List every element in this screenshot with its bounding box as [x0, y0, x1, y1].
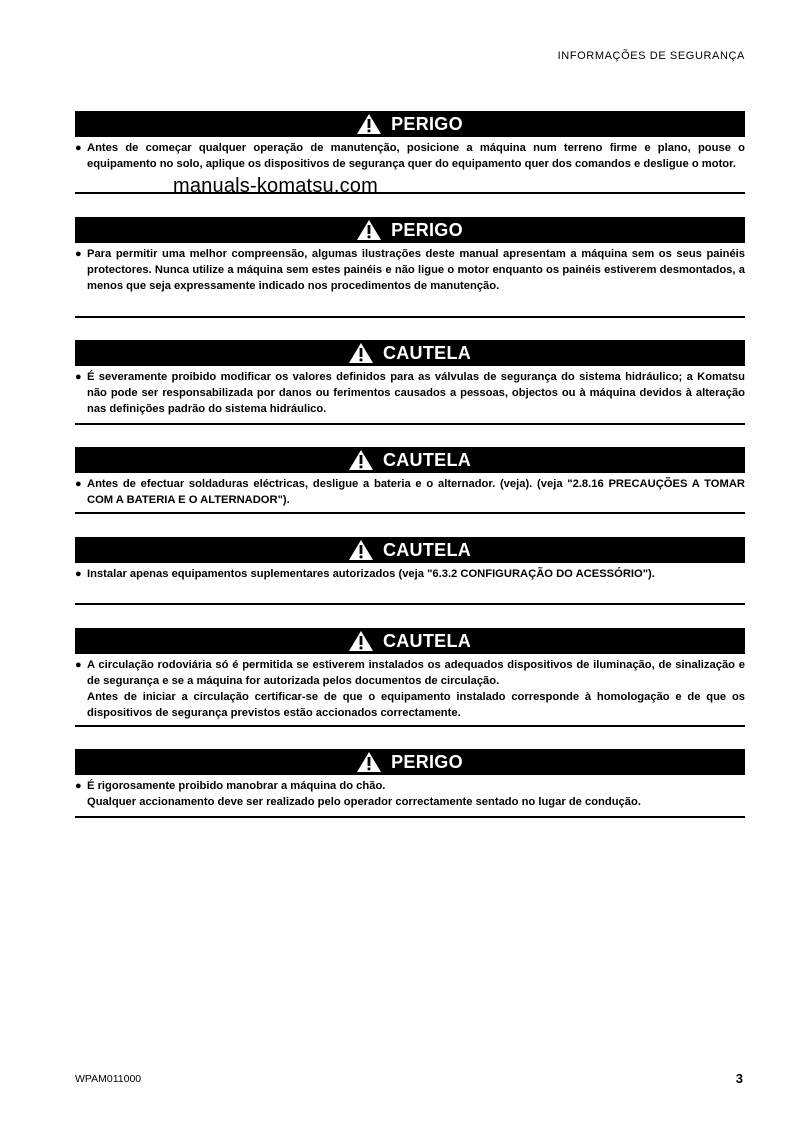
notice-header — [75, 111, 745, 137]
notice-header — [75, 628, 745, 654]
notice-danger-3 — [75, 749, 745, 810]
notice-level: CAUTELA — [382, 342, 472, 363]
notice-level: PERIGO — [391, 113, 463, 134]
page-number: 3 — [735, 1071, 743, 1086]
bullet-icon: ● — [75, 780, 82, 792]
notice-header — [75, 447, 745, 473]
notice-level: PERIGO — [391, 219, 463, 240]
notice-item — [75, 369, 745, 417]
notice-item — [75, 476, 745, 508]
notice-level: CAUTELA — [382, 449, 472, 470]
notice-caution-4 — [75, 628, 745, 721]
notice-header — [75, 217, 745, 243]
warning-triangle-icon — [357, 114, 381, 134]
notice-text: É rigorosamente proibido manobrar a máquina do chão. — [87, 780, 386, 792]
warning-triangle-icon — [349, 450, 373, 470]
notice-header — [75, 340, 745, 366]
bullet-icon: ● — [75, 568, 82, 580]
divider — [75, 725, 745, 727]
section-title: INFORMAÇÕES DE SEGURANÇA — [557, 50, 745, 62]
notice-text: Antes de iniciar a circulação certificar-se de que o equipamento instalado corresponde à homologação e de que os dispositivos de segurança previstos estão accionados correctamente. — [87, 691, 745, 719]
warning-triangle-icon — [357, 220, 381, 240]
notice-header — [75, 537, 745, 563]
divider — [75, 512, 745, 514]
notice-danger-2 — [75, 217, 745, 294]
notice-item — [75, 778, 745, 810]
bullet-icon: ● — [75, 659, 82, 671]
notice-text: Para permitir uma melhor compreensão, algumas ilustrações deste manual apresentam a máquina sem os seus painéis protectores. Nunca utilize a máquina sem estes painéis e não ligue o motor enquanto os painéis estiverem desmontados, a menos que seja expressamente indicado nos procedimentos de manutenção. — [87, 248, 745, 292]
notice-caution-1 — [75, 340, 745, 417]
notice-text: É severamente proibido modificar os valores definidos para as válvulas de segurança do sistema hidráulico; a Komatsu não pode ser responsabilizada por danos ou ferimentos causados a pessoas, objectos ou à máquina devidos à alteração nas definições padrão do sistema hidráulico. — [87, 371, 745, 415]
notice-level: PERIGO — [391, 751, 463, 772]
bullet-icon: ● — [75, 371, 82, 383]
notice-item — [75, 246, 745, 294]
notice-text: Antes de começar qualquer operação de manutenção, posicione a máquina num terreno firme e plano, pouse o equipamento no solo, aplique os dispositivos de segurança quer do equipamento quer dos comandos e desligue o motor. — [87, 142, 745, 170]
divider — [75, 816, 745, 818]
notice-item — [75, 140, 745, 172]
divider — [75, 603, 745, 605]
notice-caution-3 — [75, 537, 745, 582]
notice-text: Instalar apenas equipamentos suplementares autorizados (veja "6.3.2 CONFIGURAÇÃO DO ACESSÓRIO"). — [87, 568, 655, 580]
notice-text: Qualquer accionamento deve ser realizado pelo operador correctamente sentado no lugar de condução. — [87, 796, 641, 808]
notice-caution-2 — [75, 447, 745, 508]
warning-triangle-icon — [349, 540, 373, 560]
divider — [75, 316, 745, 318]
bullet-icon: ● — [75, 142, 82, 154]
notice-text: A circulação rodoviária só é permitida se estiverem instalados os adequados dispositivos de iluminação, de sinalização e de segurança e se a máquina for autorizada pelos documentos de circulação. — [87, 659, 745, 687]
notice-header — [75, 749, 745, 775]
notice-danger-1 — [75, 111, 745, 172]
warning-triangle-icon — [349, 343, 373, 363]
warning-triangle-icon — [357, 752, 381, 772]
document-code: WPAM011000 — [75, 1073, 142, 1085]
divider — [75, 423, 745, 425]
notice-level: CAUTELA — [382, 630, 472, 651]
notice-text: Antes de efectuar soldaduras eléctricas, desligue a bateria e o alternador. (veja). (veja "2.8.16 PRECAUÇÕES A TOMAR COM A BATERIA E O ALTERNADOR"). — [87, 478, 745, 506]
notice-item — [75, 566, 745, 582]
bullet-icon: ● — [75, 478, 82, 490]
warning-triangle-icon — [349, 631, 373, 651]
notice-level: CAUTELA — [382, 539, 472, 560]
bullet-icon: ● — [75, 248, 82, 260]
watermark: manuals-komatsu.com — [173, 175, 378, 197]
notice-item — [75, 657, 745, 721]
